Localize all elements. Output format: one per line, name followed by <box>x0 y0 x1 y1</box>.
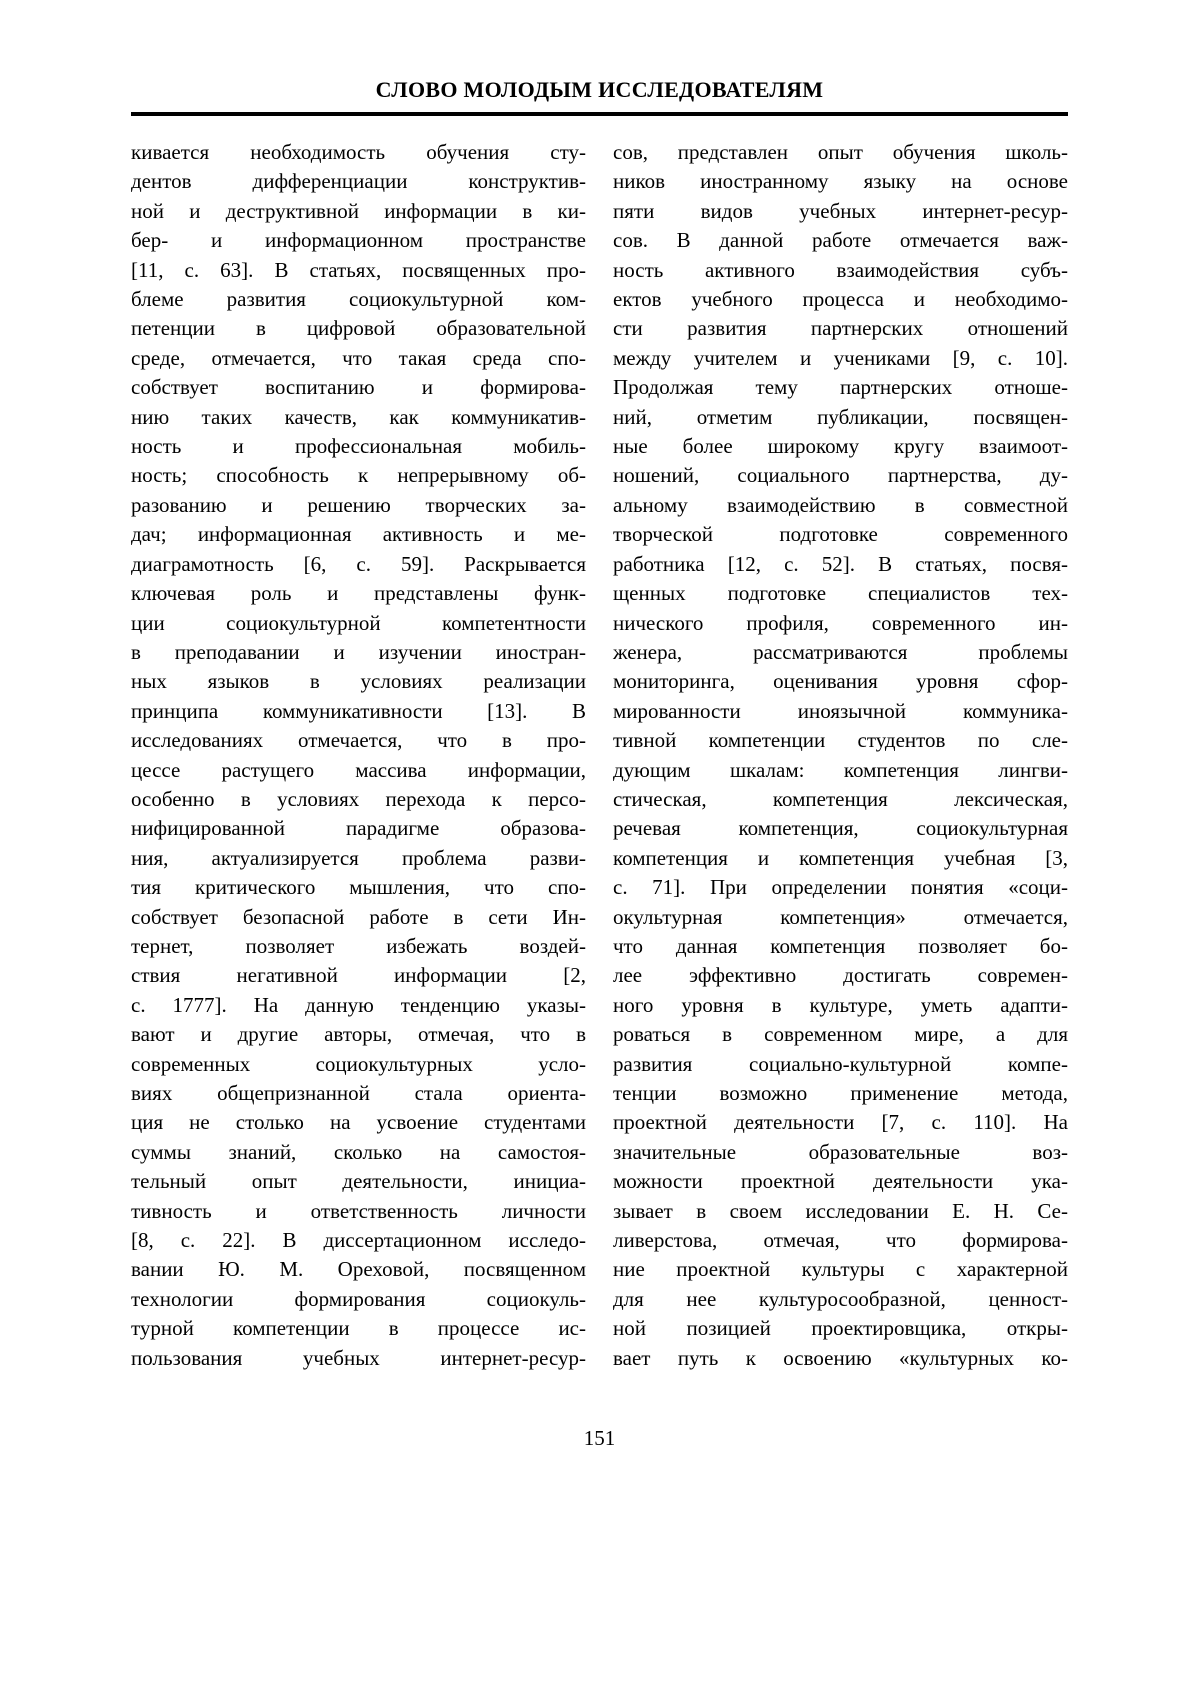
running-head: СЛОВО МОЛОДЫМ ИССЛЕДОВАТЕЛЯМ <box>375 77 824 102</box>
page-number: 151 <box>583 1426 616 1450</box>
body-column-right: сов, представлен опыт обучения школь- ников иностранному языку на основе пяти видов учебных интернет-ресур- сов. В данной работе отмечается важ- ность активного взаимодействия субъ- ектов учебного процесса и необходимо- сти развития партнерских отношений между учителем и учениками [9, с. 10]. Продолжая тему партнерских отноше- ний, отметим публикации, посвящен- ные более широкому кругу взаимоот- ношений, социального партнерства, ду- альному взаимодействию в совместной творческой подготовке современного работника [12, с. 52]. В статьях, посвя- щенных подготовке специалистов тех- нического профиля, современного ин- женера, рассматриваются проблемы мониторинга, оценивания уровня сфор- мированности иноязычной коммуника- тивной компетенции студентов по сле- дующим шкалам: компетенция лингви- стическая, компетенция лексическая, речевая компетенция, социокультурная компетенция и компетенция учебная [3, с. 71]. При определении понятия «соци- окультурная компетенция» отмечается, что данная компетенция позволяет бо- лее эффективно достигать современ- ного уровня в культуре, уметь адапти- роваться в современном мире, а для развития социально-культурной компе- тенции возможно применение метода, проектной деятельности [7, с. 110]. На значительные образовательные воз- можности проектной деятельности ука- зывает в своем исследовании Е. Н. Се- ливерстова, отмечая, что формирова- ние проектной культуры с характерной для нее культуросообразной, ценност- ной позицией проектировщика, откры- вает путь к освоению «культурных ко- <box>613 140 1068 1370</box>
header-rule <box>131 112 1068 116</box>
body-columns <box>131 138 1068 1373</box>
body-column-left: кивается необходимость обучения сту- дентов дифференциации конструктив- ной и деструктивной информации в ки- бер- и информационном пространстве [11, с. 63]. В статьях, посвященных про- блеме развития социокультурной ком- петенции в цифровой образовательной среде, отмечается, что такая среда спо- собствует воспитанию и формирова- нию таких качеств, как коммуникатив- ность и профессиональная мобиль- ность; способность к непрерывному об- разованию и решению творческих за- дач; информационная активность и ме- диаграмотность [6, с. 59]. Раскрывается ключевая роль и представлены функ- ции социокультурной компетентности в преподавании и изучении иностран- ных языков в условиях реализации принципа коммуникативности [13]. В исследованиях отмечается, что в про- цессе растущего массива информации, особенно в условиях перехода к персо- нифицированной парадигме образова- ния, актуализируется проблема разви- тия критического мышления, что спо- собствует безопасной работе в сети Ин- тернет, позволяет избежать воздей- ствия негативной информации [2, с. 1777]. На данную тенденцию указы- вают и другие авторы, отмечая, что в современных социокультурных усло- виях общепризнанной стала ориента- ция не столько на усвоение студентами суммы знаний, сколько на самостоя- тельный опыт деятельности, инициа- тивность и ответственность личности [8, с. 22]. В диссертационном исследо- вании Ю. М. Ореховой, посвященном технологии формирования социокуль- турной компетенции в процессе ис- пользования учебных интернет-ресур- <box>131 140 586 1370</box>
